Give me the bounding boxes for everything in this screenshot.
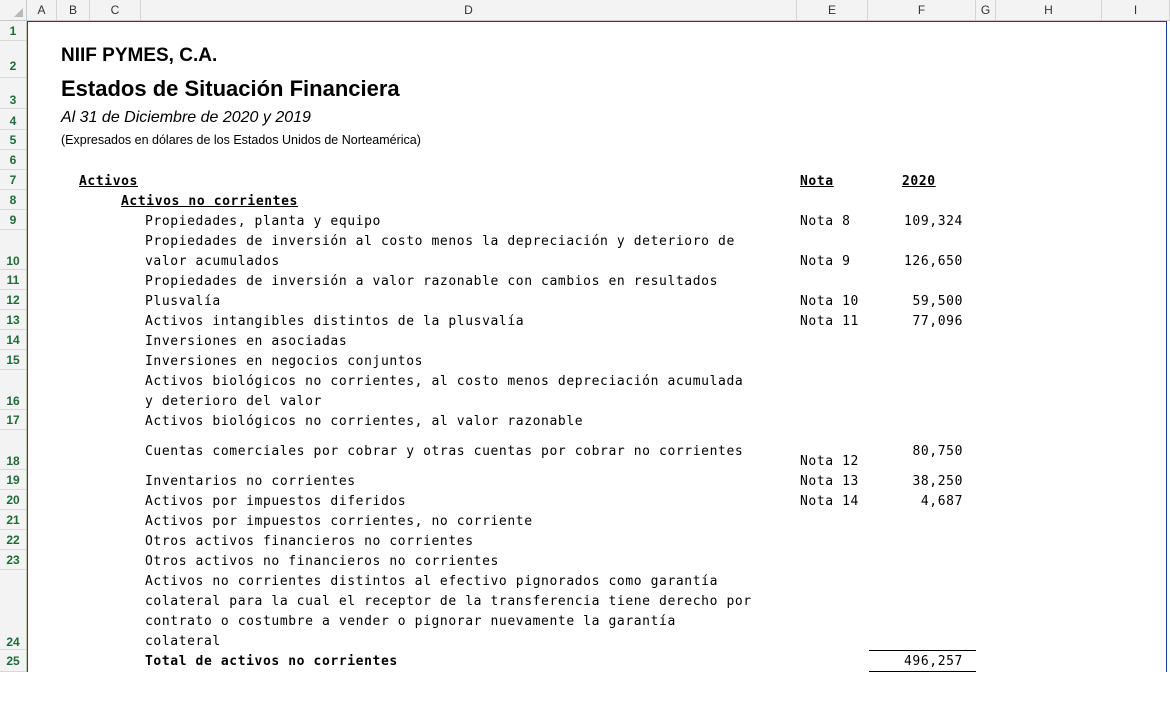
row-header-10[interactable]: 10 — [0, 230, 26, 270]
line-item-label[interactable]: Inversiones en negocios conjuntos — [145, 354, 424, 369]
row-header-16[interactable]: 16 — [0, 370, 26, 410]
column-header-e[interactable]: E — [797, 0, 868, 20]
line-item-label-cont[interactable]: colateral — [145, 634, 221, 649]
select-all-button[interactable] — [0, 0, 27, 20]
line-item-label-cont[interactable]: valor acumulados — [145, 254, 280, 269]
subsection-activos-no-corrientes[interactable]: Activos no corrientes — [121, 194, 298, 209]
row-header-5[interactable]: 5 — [0, 130, 26, 150]
row-header-18[interactable]: 18 — [0, 430, 26, 470]
column-label-year[interactable]: 2020 — [902, 174, 936, 189]
line-item-nota[interactable]: Nota 14 — [800, 494, 859, 509]
line-item-value[interactable]: 59,500 — [912, 294, 963, 309]
row-header-11[interactable]: 11 — [0, 270, 26, 290]
line-item-nota[interactable]: Nota 9 — [800, 254, 851, 269]
line-item-label[interactable]: Cuentas comerciales por cobrar y otras cuentas por cobrar no corrientes — [145, 444, 744, 459]
row-header-1[interactable]: 1 — [0, 21, 26, 41]
line-item-value[interactable]: 126,650 — [904, 254, 963, 269]
row-header-2[interactable]: 2 — [0, 41, 26, 78]
row-header-bar — [0, 21, 27, 672]
column-header-g[interactable]: G — [976, 0, 996, 20]
line-item-value[interactable]: 4,687 — [920, 494, 963, 509]
row-header-12[interactable]: 12 — [0, 290, 26, 310]
row-header-23[interactable]: 23 — [0, 550, 26, 570]
line-item-label[interactable]: Inventarios no corrientes — [145, 474, 356, 489]
report-title[interactable]: Estados de Situación Financiera — [61, 76, 400, 101]
line-item-label[interactable]: Otros activos financieros no corrientes — [145, 534, 474, 549]
column-header-bar — [0, 0, 1170, 21]
row-header-4[interactable]: 4 — [0, 109, 26, 130]
row-header-15[interactable]: 15 — [0, 350, 26, 370]
row-header-7[interactable]: 7 — [0, 170, 26, 190]
row-header-24[interactable]: 24 — [0, 570, 26, 650]
line-item-label-cont[interactable]: colateral para la cual el receptor de la transferencia tiene derecho por — [145, 594, 752, 609]
column-header-b[interactable]: B — [57, 0, 90, 20]
line-item-label-cont[interactable]: contrato o costumbre a vender o pignorar nuevamente la garantía — [145, 614, 676, 629]
line-item-nota[interactable]: Nota 12 — [800, 454, 859, 469]
row-header-8[interactable]: 8 — [0, 190, 26, 210]
total-top-border — [869, 650, 976, 651]
line-item-nota[interactable]: Nota 8 — [800, 214, 851, 229]
total-value[interactable]: 496,257 — [904, 654, 963, 669]
currency-note[interactable]: (Expresados en dólares de los Estados Unidos de Norteamérica) — [61, 133, 421, 147]
line-item-label[interactable]: Activos por impuestos corrientes, no corriente — [145, 514, 533, 529]
worksheet-grid[interactable] — [27, 21, 1170, 672]
row-header-20[interactable]: 20 — [0, 490, 26, 510]
line-item-value[interactable]: 109,324 — [904, 214, 963, 229]
row-header-14[interactable]: 14 — [0, 330, 26, 350]
row-header-19[interactable]: 19 — [0, 470, 26, 490]
line-item-value[interactable]: 77,096 — [912, 314, 963, 329]
line-item-label[interactable]: Activos intangibles distintos de la plusvalía — [145, 314, 525, 329]
row-header-6[interactable]: 6 — [0, 150, 26, 170]
line-item-label[interactable]: Activos no corrientes distintos al efectivo pignorados como garantía — [145, 574, 719, 589]
row-header-22[interactable]: 22 — [0, 530, 26, 550]
row-header-21[interactable]: 21 — [0, 510, 26, 530]
line-item-nota[interactable]: Nota 11 — [800, 314, 859, 329]
row-header-13[interactable]: 13 — [0, 310, 26, 330]
line-item-label[interactable]: Plusvalía — [145, 294, 221, 309]
line-item-value[interactable]: 80,750 — [912, 444, 963, 459]
row-header-9[interactable]: 9 — [0, 210, 26, 230]
line-item-nota[interactable]: Nota 13 — [800, 474, 859, 489]
column-header-d[interactable]: D — [141, 0, 797, 20]
line-item-label[interactable]: Activos biológicos no corrientes, al valor razonable — [145, 414, 584, 429]
line-item-label[interactable]: Propiedades de inversión al costo menos la depreciación y deterioro de — [145, 234, 735, 249]
total-label[interactable]: Total de activos no corrientes — [145, 654, 398, 669]
row-header-3[interactable]: 3 — [0, 78, 26, 109]
line-item-label[interactable]: Otros activos no financieros no corrientes — [145, 554, 499, 569]
column-label-nota[interactable]: Nota — [800, 174, 834, 189]
column-header-a[interactable]: A — [27, 0, 57, 20]
line-item-label-cont[interactable]: y deterioro del valor — [145, 394, 322, 409]
line-item-label[interactable]: Propiedades de inversión a valor razonable con cambios en resultados — [145, 274, 719, 289]
section-activos[interactable]: Activos — [79, 174, 138, 189]
row-header-25[interactable]: 25 — [0, 650, 26, 672]
select-all-triangle-icon — [14, 8, 23, 17]
line-item-value[interactable]: 38,250 — [912, 474, 963, 489]
line-item-label[interactable]: Activos biológicos no corrientes, al costo menos depreciación acumulada — [145, 374, 744, 389]
company-name[interactable]: NIIF PYMES, C.A. — [61, 45, 218, 66]
column-header-f[interactable]: F — [868, 0, 976, 20]
line-item-label[interactable]: Inversiones en asociadas — [145, 334, 348, 349]
column-header-i[interactable]: I — [1102, 0, 1170, 20]
line-item-label[interactable]: Activos por impuestos diferidos — [145, 494, 407, 509]
row-header-17[interactable]: 17 — [0, 410, 26, 430]
column-header-h[interactable]: H — [996, 0, 1102, 20]
line-item-label[interactable]: Propiedades, planta y equipo — [145, 214, 381, 229]
line-item-nota[interactable]: Nota 10 — [800, 294, 859, 309]
column-header-c[interactable]: C — [90, 0, 141, 20]
report-date[interactable]: Al 31 de Diciembre de 2020 y 2019 — [61, 109, 311, 126]
